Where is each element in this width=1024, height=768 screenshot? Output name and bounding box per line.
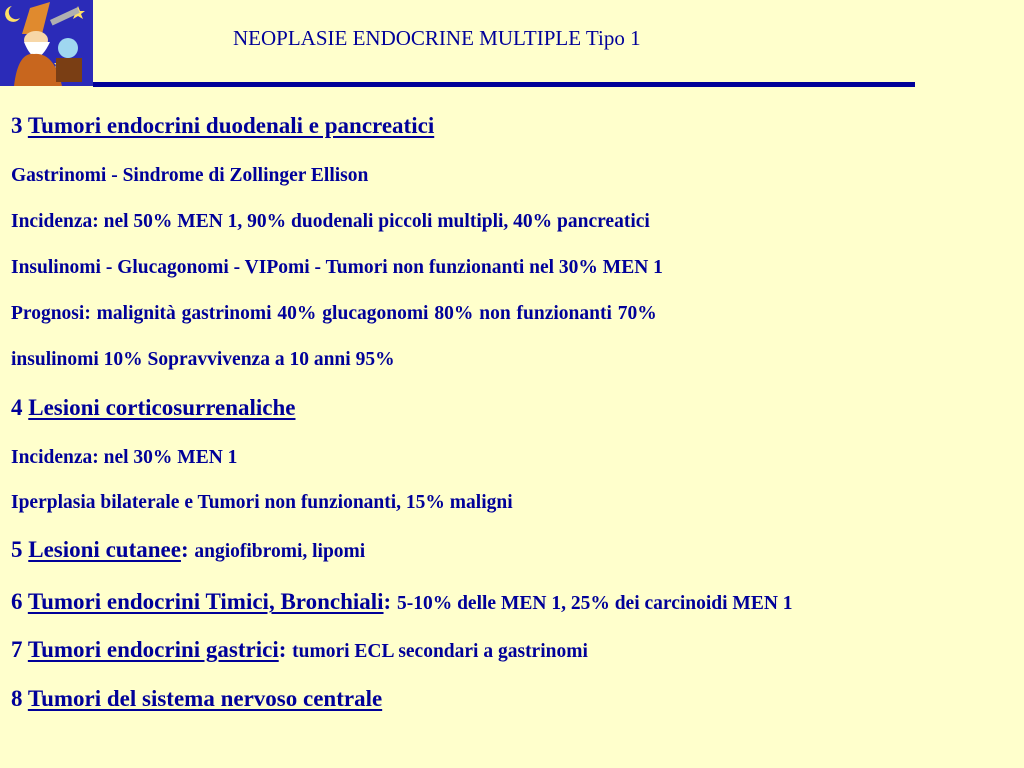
section-title: Lesioni corticosurrenaliche xyxy=(28,395,296,420)
section-detail: 5-10% delle MEN 1, 25% dei carcinoidi MEN 1 xyxy=(396,593,793,614)
section-title: Tumori endocrini Timici, Bronchiali xyxy=(27,589,384,614)
section-8-heading xyxy=(11,686,382,712)
title-divider xyxy=(93,82,915,87)
section-4-heading xyxy=(11,395,295,421)
section-colon: : xyxy=(180,537,189,562)
section-6-heading xyxy=(11,589,793,615)
text-line: Gastrinomi - Sindrome di Zollinger Ellison xyxy=(11,165,369,186)
section-7-heading xyxy=(11,637,588,663)
section-detail: angiofibromi, lipomi xyxy=(194,541,366,562)
text-line: Incidenza: nel 30% MEN 1 xyxy=(11,447,238,468)
section-number: 8 xyxy=(11,686,23,711)
text-line: Prognosi: malignità gastrinomi 40% glucagonomi 80% non funzionanti 70% xyxy=(11,303,657,324)
section-colon: : xyxy=(383,589,392,614)
text-line: Insulinomi - Glucagonomi - VIPomi - Tumori non funzionanti nel 30% MEN 1 xyxy=(11,257,663,278)
section-colon: : xyxy=(278,637,287,662)
section-5-heading xyxy=(11,537,365,563)
text-line: Incidenza: nel 50% MEN 1, 90% duodenali piccoli multipli, 40% pancreatici xyxy=(11,211,650,232)
section-title: Tumori endocrini gastrici xyxy=(27,637,279,662)
section-number: 3 xyxy=(11,113,23,138)
section-number: 6 xyxy=(11,589,23,614)
section-number: 5 xyxy=(11,537,23,562)
section-detail: tumori ECL secondari a gastrinomi xyxy=(292,641,588,662)
section-title: Lesioni cutanee xyxy=(28,537,181,562)
section-number: 7 xyxy=(11,637,23,662)
section-title: Tumori del sistema nervoso centrale xyxy=(27,686,383,711)
section-3-heading xyxy=(11,113,434,139)
text-line: Iperplasia bilaterale e Tumori non funzionanti, 15% maligni xyxy=(11,492,513,513)
text-line: insulinomi 10% Sopravvivenza a 10 anni 95% xyxy=(11,349,395,370)
page-title: NEOPLASIE ENDOCRINE MULTIPLE Tipo 1 xyxy=(233,26,641,50)
section-title: Tumori endocrini duodenali e pancreatici xyxy=(27,113,435,138)
section-number: 4 xyxy=(11,395,23,420)
wizard-icon xyxy=(0,0,93,86)
